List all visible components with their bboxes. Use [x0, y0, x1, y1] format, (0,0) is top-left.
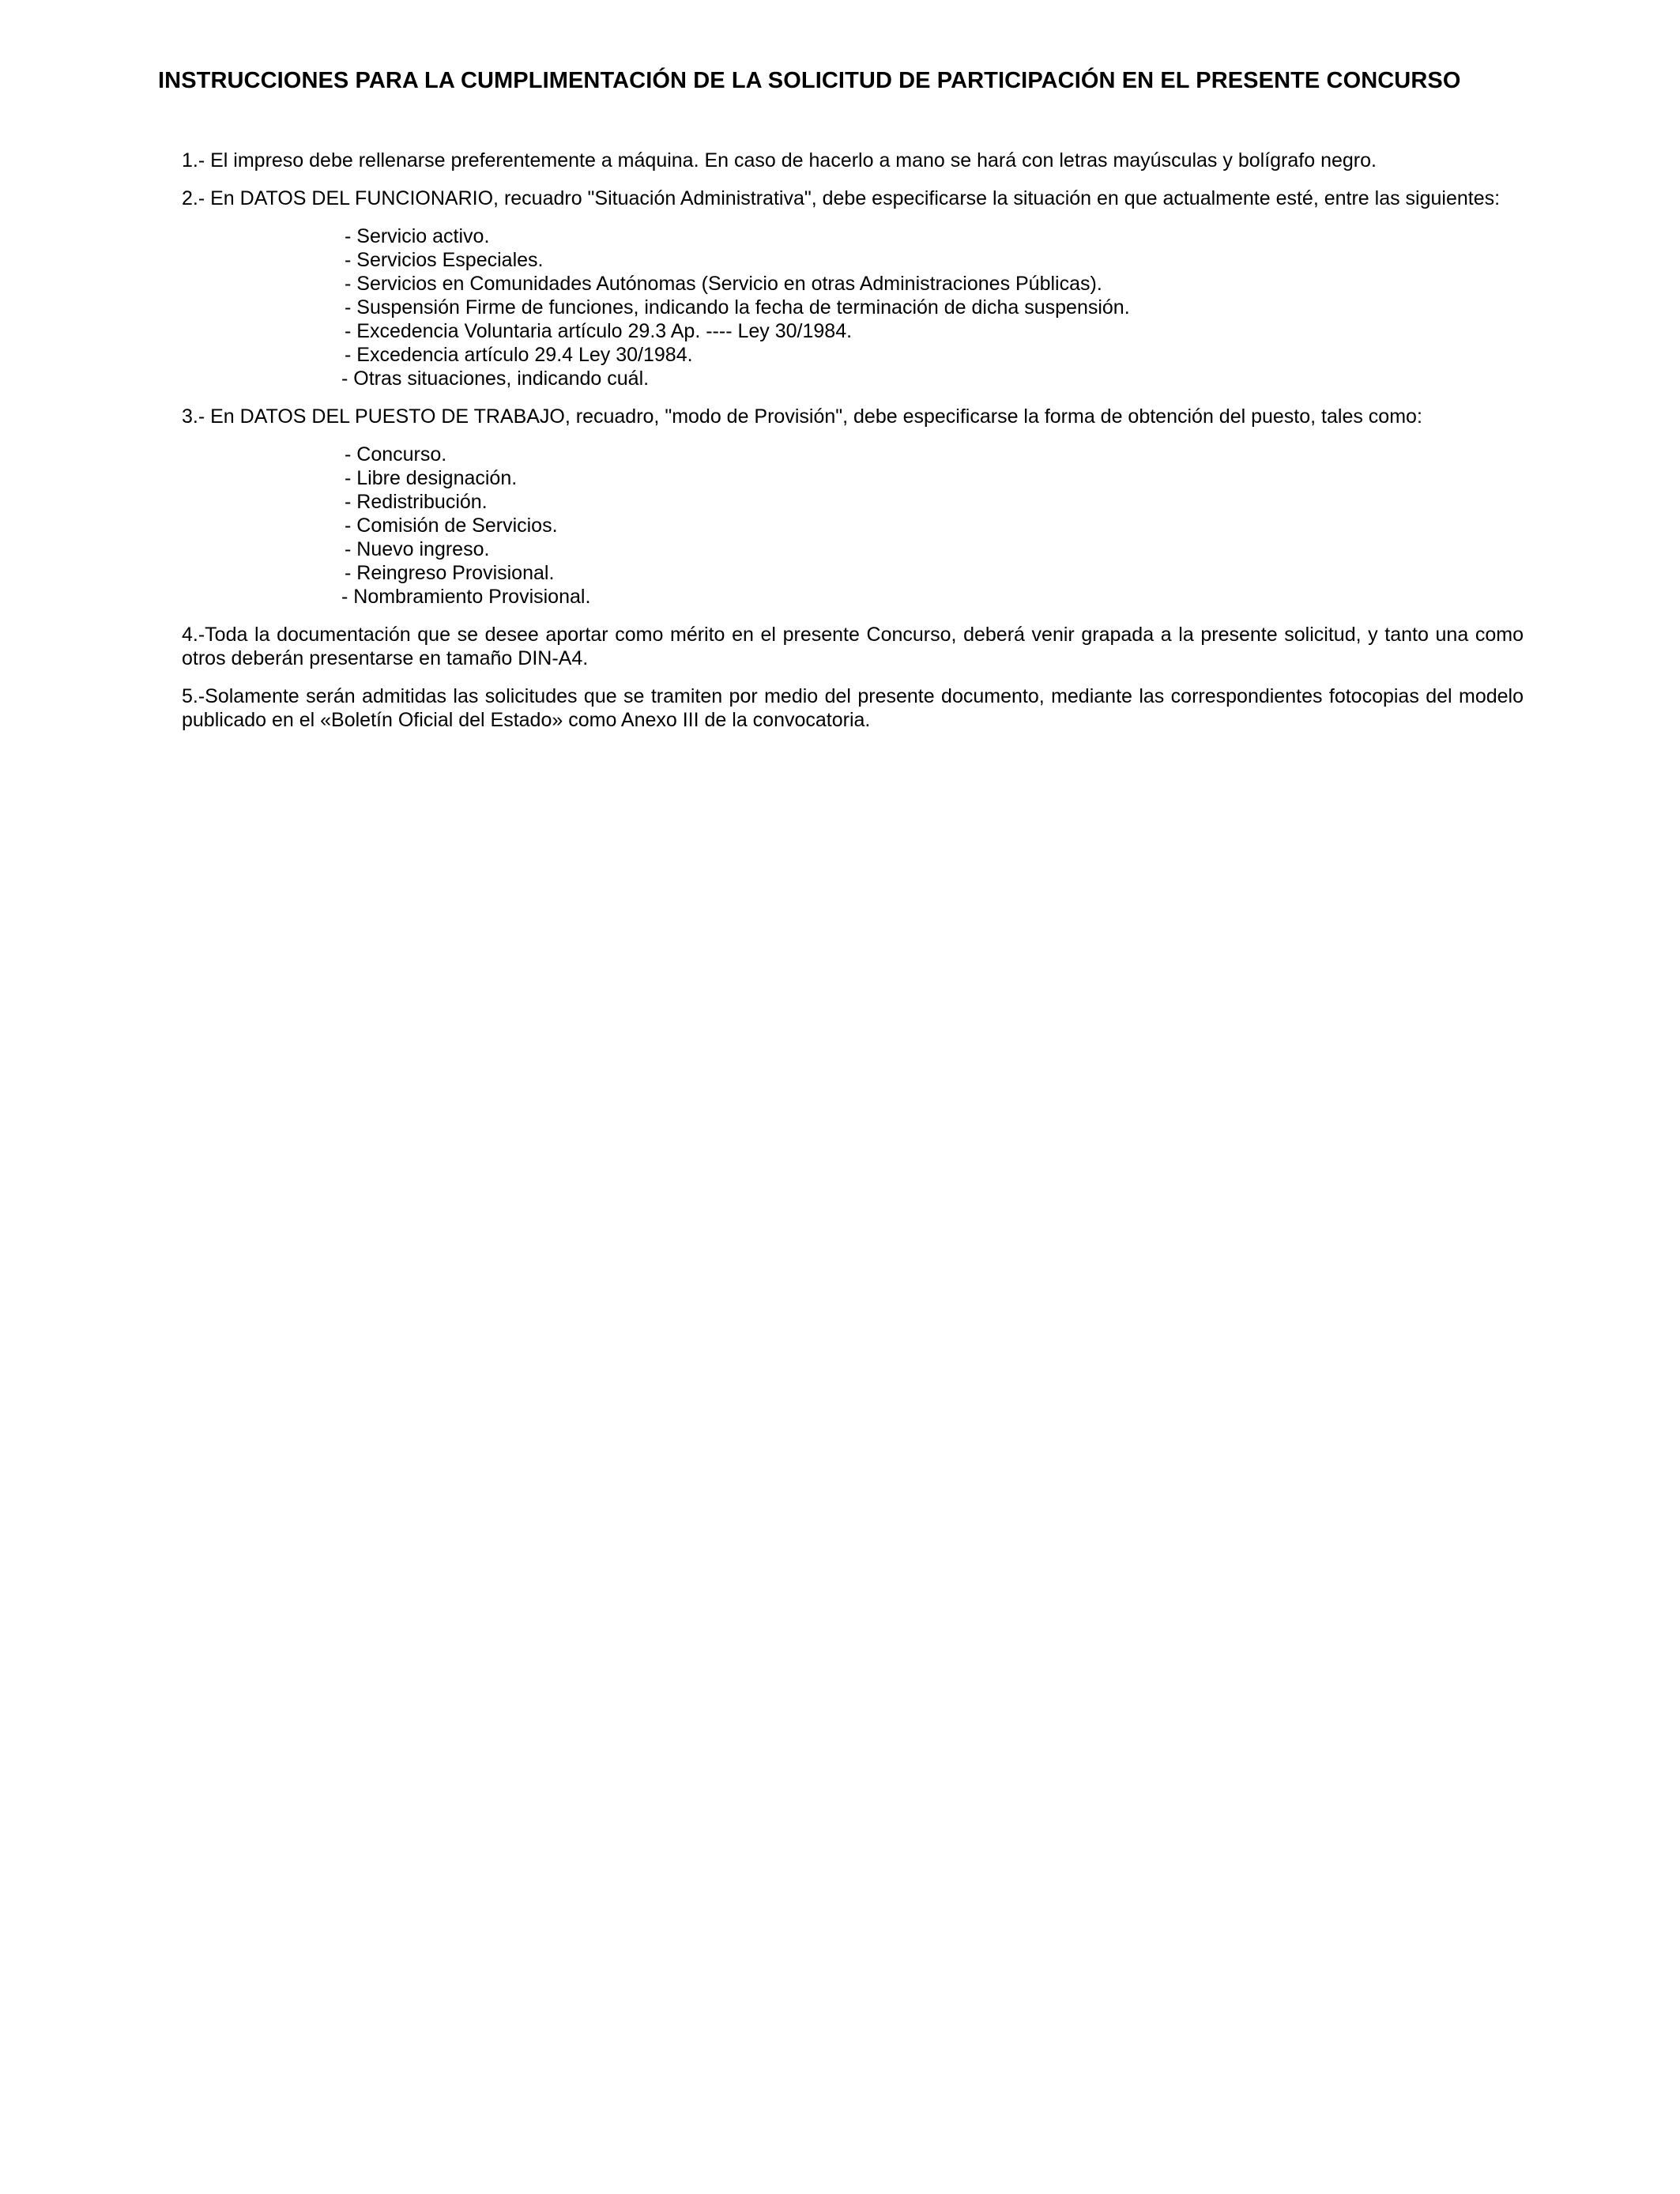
situacion-administrativa-list: [341, 224, 1524, 390]
instruction-4: 4.-Toda la documentación que se desee aportar como mérito en el presente Concurso, deberá venir grapada a la presente solicitud, y tanto una como otros deberán presentarse en tamaño DIN-A4.: [182, 624, 1524, 669]
instruction-5: 5.-Solamente serán admitidas las solicitudes que se tramiten por medio del presente documento, mediante las correspondientes fotocopias del modelo publicado en el «Boletín Oficial del Estado» como Anexo III de la convocatoria.: [182, 685, 1524, 731]
list-item: - Servicios en Comunidades Autónomas (Servicio en otras Administraciones Públicas).: [345, 273, 1102, 295]
list-item: - Comisión de Servicios.: [345, 515, 558, 537]
document-body: [182, 149, 1524, 746]
list-item: - Suspensión Firme de funciones, indicando la fecha de terminación de dicha suspensión.: [345, 296, 1130, 319]
instruction-1: 1.- El impreso debe rellenarse preferentemente a máquina. En caso de hacerlo a mano se hará con letras mayúsculas y bolígrafo negro.: [182, 149, 1377, 172]
instruction-2: 2.- En DATOS DEL FUNCIONARIO, recuadro "Situación Administrativa", debe especificarse la situación en que actualmente esté, entre las siguientes:: [182, 187, 1501, 209]
list-item: - Excedencia Voluntaria artículo 29.3 Ap. ---- Ley 30/1984.: [345, 320, 853, 342]
list-item: - Nombramiento Provisional.: [341, 586, 591, 608]
list-item: - Otras situaciones, indicando cuál.: [341, 368, 650, 390]
list-item: - Libre designación.: [345, 467, 518, 489]
list-item: - Servicios Especiales.: [345, 249, 544, 271]
document-title: INSTRUCCIONES PARA LA CUMPLIMENTACIÓN DE LA SOLICITUD DE PARTICIPACIÓN EN EL PRESENTE CONCURSO: [158, 68, 1461, 93]
modo-provision-list: [341, 443, 1524, 609]
list-item: - Concurso.: [345, 443, 447, 466]
list-item: - Nuevo ingreso.: [345, 538, 490, 560]
list-item: - Reingreso Provisional.: [345, 562, 555, 584]
list-item: - Redistribución.: [345, 491, 488, 513]
list-item: - Excedencia artículo 29.4 Ley 30/1984.: [345, 344, 693, 366]
list-item: - Servicio activo.: [345, 225, 490, 247]
instruction-3: 3.- En DATOS DEL PUESTO DE TRABAJO, recuadro, "modo de Provisión", debe especificarse la forma de obtención del puesto, tales como:: [182, 405, 1422, 428]
